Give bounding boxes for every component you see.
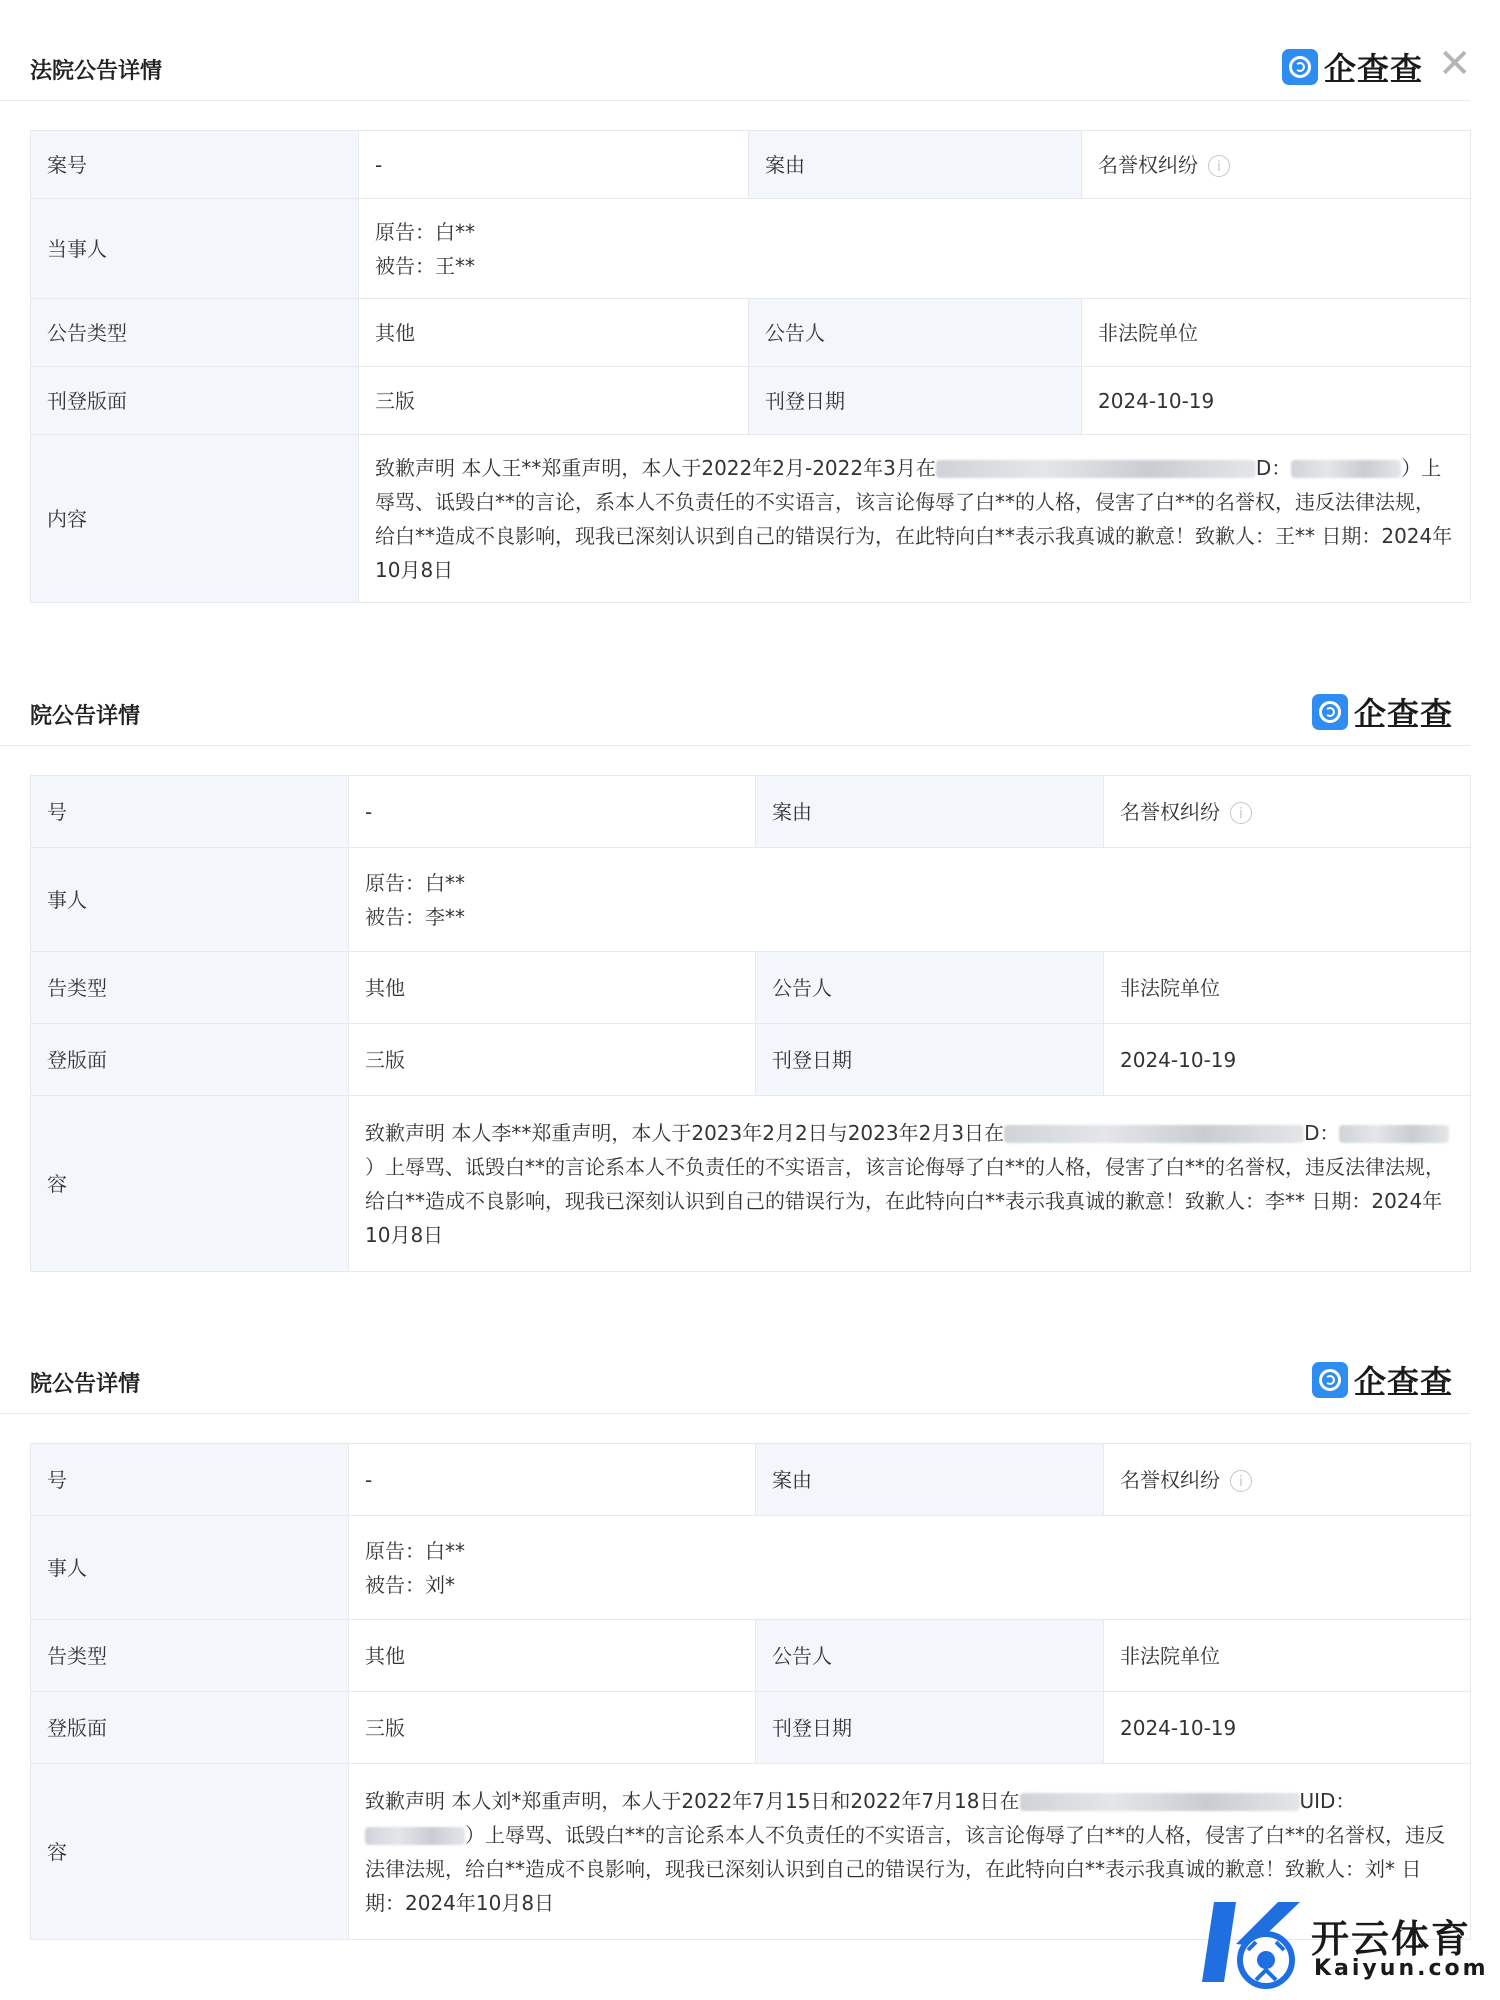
type-value: 其他: [349, 1620, 756, 1692]
info-icon[interactable]: i: [1230, 1470, 1252, 1492]
cause-label: 案由: [756, 1444, 1104, 1516]
redacted-text: [1020, 1793, 1300, 1811]
watermark-cn-text: 开云体育: [1311, 1917, 1472, 1961]
date-value: 2024-10-19: [1104, 1692, 1471, 1764]
cause-value: 名誉权纠纷: [1120, 799, 1220, 824]
cause-label: 案由: [749, 131, 1082, 199]
content-text-c: ）上辱骂、诋毁白**的言论系本人不负责任的不实语言，该言论侮辱了白**的人格，侵害了白**的名誉权，违反法律法规，给白**造成不良影响，现我已深刻认识到自己的错误行为，在此特向白**表示我真诚的歉意！致歉人：刘* 日期：2024年10月8日: [365, 1822, 1445, 1915]
redacted-text: [365, 1827, 465, 1845]
case-number-label: 号: [31, 1444, 349, 1516]
cause-cell: [1082, 131, 1471, 199]
announcer-value: 非法院单位: [1104, 1620, 1471, 1692]
parties-label: 当事人: [31, 199, 359, 299]
plaintiff: 原告：白**: [365, 870, 465, 895]
defendant: 被告：李**: [365, 904, 465, 929]
case-number-value: -: [349, 776, 756, 848]
content-label: 容: [31, 1764, 349, 1940]
info-icon[interactable]: i: [1208, 155, 1230, 177]
defendant: 被告：刘*: [365, 1572, 455, 1597]
type-value: 其他: [359, 299, 749, 367]
date-label: 刊登日期: [749, 367, 1082, 435]
content-text-b: D：: [1304, 1120, 1340, 1145]
kaiyun-logo-icon: [1196, 1894, 1306, 1994]
announcer-value: 非法院单位: [1082, 299, 1471, 367]
content-text-b: D：: [1255, 455, 1292, 480]
announcement-table: [30, 775, 1471, 1272]
content-text-a: 致歉声明 本人刘*郑重声明，本人于2022年7月15日和2022年7月18日在: [365, 1788, 1020, 1813]
type-label: 告类型: [31, 1620, 349, 1692]
content-text-a: 致歉声明 本人李**郑重声明，本人于2023年2月2日与2023年2月3日在: [365, 1120, 1005, 1145]
panel-header: [0, 1343, 1470, 1414]
panel-title: 院公告详情: [30, 1372, 141, 1397]
cause-value: 名誉权纠纷: [1098, 152, 1198, 177]
case-number-value: -: [349, 1444, 756, 1516]
cause-value: 名誉权纠纷: [1120, 1467, 1220, 1492]
case-number-label: 案号: [31, 131, 359, 199]
info-icon[interactable]: i: [1230, 802, 1252, 824]
redacted-text: [1004, 1125, 1304, 1143]
logo-text: 企查查: [1354, 1363, 1454, 1401]
qichacha-logo: [1282, 44, 1423, 90]
logo-text: 企查查: [1354, 695, 1454, 733]
content-label: 容: [31, 1096, 349, 1272]
announcement-panel-3: [0, 1343, 1500, 1943]
date-label: 刊登日期: [756, 1692, 1104, 1764]
qichacha-logo-icon: [1312, 694, 1348, 730]
panel-header: [0, 675, 1470, 746]
defendant: 被告：王**: [375, 253, 475, 278]
layout-value: 三版: [349, 1024, 756, 1096]
parties-cell: [349, 848, 1471, 952]
content-text-c: ）上辱骂、诋毁白**的言论，系本人不负责任的不实语言，该言论侮辱了白**的人格，侵害了白**的名誉权，违反法律法规，给白**造成不良影响，现我已深刻认识到自己的错误行为，在此特向白**表示我真诚的歉意！致歉人：王** 日期：2024年10月8日: [375, 455, 1453, 582]
case-number-value: -: [359, 131, 749, 199]
parties-label: 事人: [31, 848, 349, 952]
type-label: 告类型: [31, 952, 349, 1024]
panel-title: 法院公告详情: [30, 59, 163, 84]
date-value: 2024-10-19: [1104, 1024, 1471, 1096]
plaintiff: 原告：白**: [365, 1538, 465, 1563]
date-value: 2024-10-19: [1082, 367, 1471, 435]
content-text-a: 致歉声明 本人王**郑重声明，本人于2022年2月-2022年3月在: [375, 455, 936, 480]
redacted-text: [1339, 1125, 1449, 1143]
announcement-panel-2: [0, 675, 1500, 1285]
watermark-en-text: Kaiyun.com: [1314, 1956, 1489, 1981]
type-label: 公告类型: [31, 299, 359, 367]
announcer-label: 公告人: [749, 299, 1082, 367]
announcer-label: 公告人: [756, 1620, 1104, 1692]
parties-cell: [359, 199, 1471, 299]
announcement-table: [30, 1443, 1471, 1940]
logo-text: 企查查: [1324, 50, 1424, 88]
type-value: 其他: [349, 952, 756, 1024]
redacted-text: [1291, 460, 1401, 478]
content-text-c: ）上辱骂、诋毁白**的言论系本人不负责任的不实语言，该言论侮辱了白**的人格，侵害了白**的名誉权，违反法律法规，给白**造成不良影响，现我已深刻认识到自己的错误行为，在此特向白**表示我真诚的歉意！致歉人：李** 日期：2024年10月8日: [365, 1154, 1445, 1247]
qichacha-logo: [1312, 1357, 1453, 1403]
layout-value: 三版: [359, 367, 749, 435]
plaintiff: 原告：白**: [375, 219, 475, 244]
cause-cell: [1104, 1444, 1471, 1516]
layout-label: 登版面: [31, 1024, 349, 1096]
case-number-label: 号: [31, 776, 349, 848]
qichacha-logo-icon: [1312, 1362, 1348, 1398]
redacted-text: [936, 460, 1256, 478]
panel-header: [0, 30, 1470, 101]
content-label: 内容: [31, 435, 359, 603]
content-cell: [349, 1096, 1471, 1272]
panel-title: 院公告详情: [30, 704, 141, 729]
content-cell: [359, 435, 1471, 603]
parties-label: 事人: [31, 1516, 349, 1620]
qichacha-logo-icon: [1282, 49, 1318, 85]
cause-label: 案由: [756, 776, 1104, 848]
parties-cell: [349, 1516, 1471, 1620]
layout-label: 登版面: [31, 1692, 349, 1764]
announcement-table: [30, 130, 1471, 603]
content-text-b: UID：: [1299, 1788, 1356, 1813]
qichacha-logo: [1312, 689, 1453, 735]
layout-value: 三版: [349, 1692, 756, 1764]
cause-cell: [1104, 776, 1471, 848]
layout-label: 刊登版面: [31, 367, 359, 435]
close-icon[interactable]: ✕: [1438, 41, 1472, 87]
announcement-panel-1: [0, 30, 1500, 610]
announcer-label: 公告人: [756, 952, 1104, 1024]
kaiyun-watermark: [1196, 1894, 1489, 1994]
announcer-value: 非法院单位: [1104, 952, 1471, 1024]
date-label: 刊登日期: [756, 1024, 1104, 1096]
